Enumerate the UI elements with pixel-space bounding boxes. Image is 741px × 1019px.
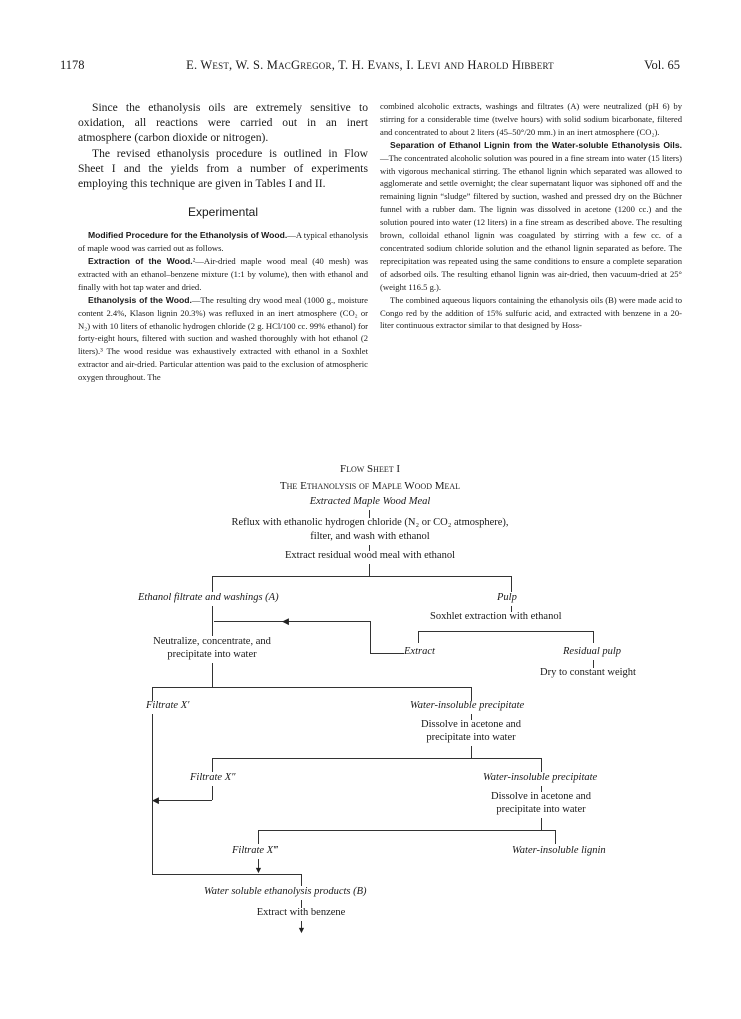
arrow-down-icon: ▼ bbox=[297, 925, 306, 935]
flow-connector bbox=[154, 800, 212, 801]
flow-connector bbox=[369, 564, 370, 576]
flow-connector bbox=[511, 576, 512, 592]
paragraph-text: —A typical ethanolysis of maple wood was carried out as follows. bbox=[78, 230, 368, 254]
section-heading: Experimental bbox=[187, 205, 259, 220]
flow-node: Soxhlet extraction with ethanol bbox=[430, 611, 562, 622]
flow-connector bbox=[370, 621, 371, 631]
flow-connector bbox=[258, 830, 556, 831]
flow-sheet-label: Flow Sheet I bbox=[339, 463, 401, 475]
page-number: 1178 bbox=[60, 58, 85, 72]
flow-connector bbox=[593, 631, 594, 643]
flow-connector bbox=[555, 830, 556, 844]
flow-node: Extract bbox=[404, 646, 435, 657]
flow-node: Filtrate X″ bbox=[190, 772, 236, 783]
flow-connector bbox=[212, 663, 213, 687]
flow-connector bbox=[152, 874, 302, 875]
flow-connector bbox=[212, 786, 213, 800]
flow-connector bbox=[212, 606, 213, 636]
intro-paragraph: Since the ethanolysis oils are extremely sensitive to oxidation, all reactions were carried out in an inert atmosphere (carbon dioxide or nitrogen). bbox=[78, 101, 368, 145]
flow-node: Extract residual wood meal with ethanol bbox=[285, 550, 455, 561]
run-in-heading: Modified Procedure for the Ethanolysis of Wood. bbox=[88, 230, 288, 241]
flow-node: Dissolve in acetone and bbox=[420, 719, 522, 730]
flow-connector bbox=[418, 631, 594, 632]
flow-connector bbox=[370, 653, 404, 654]
flow-connector bbox=[152, 687, 153, 701]
flow-node: filter, and wash with ethanol bbox=[310, 531, 430, 542]
flow-node: Filtrate X‴ bbox=[232, 845, 278, 856]
paragraph-text: ²—Air-dried maple wood meal (40 mesh) was extracted with an ethanol–benzene mixture (1:1 by volume), then with ethanol and finally with hot tap water and dried. bbox=[78, 256, 369, 292]
flow-node: Water soluble ethanolysis products (B) bbox=[204, 886, 367, 897]
paragraph: combined alcoholic extracts, washings and filtrates (A) were neutralized (pH 6) by stirring for a considerable time (twelve hours) with solid sodium bicarbonate, filtered and concentrated to about 2 liters (45–50°/20 mm.) in an inert atmosphere (CO₂). bbox=[380, 101, 682, 137]
flow-node: Neutralize, concentrate, and bbox=[153, 636, 271, 647]
arrow-left-icon: ◀ bbox=[152, 795, 159, 805]
flow-connector bbox=[214, 621, 370, 622]
flow-connector bbox=[301, 874, 302, 886]
flow-connector bbox=[471, 687, 472, 701]
flow-node: Residual pulp bbox=[563, 646, 622, 657]
flow-sheet-title: The Ethanolysis of Maple Wood Meal bbox=[279, 480, 461, 492]
flow-connector bbox=[370, 631, 371, 653]
flow-node: Water-insoluble precipitate bbox=[483, 772, 598, 783]
flow-node: Pulp bbox=[497, 592, 517, 603]
flow-node: Reflux with ethanolic hydrogen chloride (N₂ or CO₂ atmosphere), bbox=[231, 517, 509, 528]
flow-connector bbox=[258, 830, 259, 844]
run-in-heading: Ethanolysis of the Wood. bbox=[88, 294, 192, 305]
arrow-down-icon: ▼ bbox=[254, 865, 263, 875]
flow-connector bbox=[212, 758, 542, 759]
flow-connector bbox=[212, 576, 213, 592]
run-in-heading: Extraction of the Wood. bbox=[88, 256, 193, 267]
flow-connector bbox=[212, 576, 512, 577]
flow-connector bbox=[212, 758, 213, 772]
flow-connector bbox=[541, 758, 542, 772]
paragraph-text: —The concentrated alcoholic solution was poured in a fine stream into water (15 liters) with vigorous mechanical stirring. The ethanol lignin which separated was allowed to agglomerate and settle overnight; the clear supernatant liquor was siphoned off and the remaining lignin “sludge” filtered by suction, washed and pressed dry on the Büchner funnel with a rubber dam. The lignin was dissolved in acetone (1200 cc.) and the solution poured into water (12 liters) in a fine stream as described above. The resulting brown, colloidal ethanol lignin was coagulated by stirring with a few cc. of a concentrated sodium chloride solution and the ethanol lignin separated as before. The reprecipitation was repeated using the same conditions to ensure a complete separation of adsorbed oils. The resulting ethanol lignin was air-dried, then vacuum-dried at 25° (weight 116.5 g.). bbox=[380, 152, 682, 292]
flow-node: Extract with benzene bbox=[256, 907, 346, 918]
run-in-heading: Separation of Ethanol Lignin from the Water-soluble Ethanolysis Oils. bbox=[390, 139, 682, 150]
paragraph-text: —The resulting dry wood meal (1000 g., moisture content 2.4%, Klason lignin 20.3%) was refluxed in an inert atmosphere (CO₂ or N₂) with 10 liters of ethanolic hydrogen chloride (2 g. HCl/100 cc. 99% ethanol) for forty-eight hours, filtered with suction and washed thoroughly with hot ethanol (2 liters).³ The wood residue was exhaustively extracted with ethanol in a Soxhlet extractor and air-dried. Particular attention was paid to the exclusion of atmospheric oxygen throughout. The bbox=[78, 294, 368, 383]
volume-label: Vol. 65 bbox=[644, 58, 680, 72]
author-line: E. West, W. S. MacGregor, T. H. Evans, I. Levi and Harold Hibbert bbox=[186, 58, 554, 72]
arrow-left-icon: ◀ bbox=[282, 616, 289, 626]
flow-node: Dry to constant weight bbox=[540, 667, 636, 678]
flow-connector bbox=[418, 631, 419, 643]
flow-node: Water-insoluble precipitate bbox=[410, 700, 525, 711]
flow-node: Water-insoluble lignin bbox=[512, 845, 606, 856]
paragraph: The combined aqueous liquors containing the ethanolysis oils (B) were made acid to Congo red by the addition of 15% sulfuric acid, and extracted with benzene in a 20-liter continuous extractor similar to that designed by Hoss- bbox=[380, 294, 682, 331]
flow-node: Extracted Maple Wood Meal bbox=[309, 496, 431, 507]
intro-paragraph: The revised ethanolysis procedure is outlined in Flow Sheet I and the yields from a number of experiments employing this technique are given in Tables I and II. bbox=[78, 146, 368, 191]
flow-node: Ethanol filtrate and washings (A) bbox=[138, 592, 279, 603]
flow-connector bbox=[152, 687, 472, 688]
flow-connector bbox=[541, 818, 542, 830]
flow-node: precipitate into water bbox=[426, 732, 516, 743]
flow-connector bbox=[152, 714, 153, 774]
flow-node: precipitate into water bbox=[167, 649, 257, 660]
flow-connector bbox=[152, 774, 153, 874]
flow-connector bbox=[471, 746, 472, 758]
flow-node: precipitate into water bbox=[496, 804, 586, 815]
flow-node: Dissolve in acetone and bbox=[490, 791, 592, 802]
flow-node: Filtrate X′ bbox=[146, 700, 190, 711]
